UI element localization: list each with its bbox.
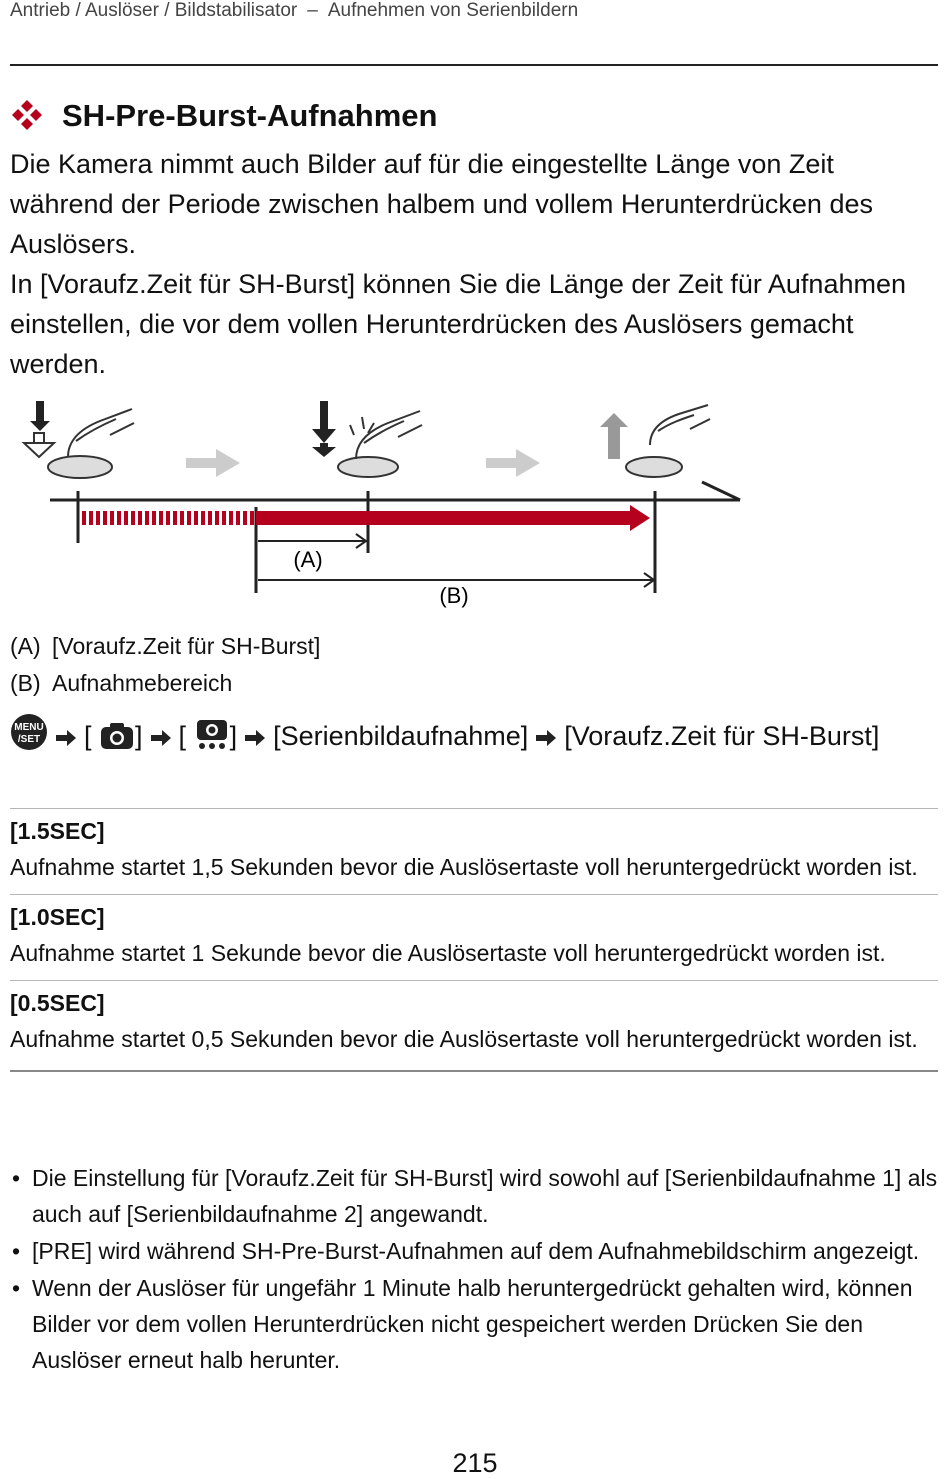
note-text: [PRE] wird während SH-Pre-Burst-Aufnahmen auf dem Aufnahmebildschirm angezeigt. — [32, 1238, 920, 1264]
legend-key: (B) — [10, 670, 41, 696]
note-item — [10, 1270, 938, 1378]
range-a-label: (A) — [293, 547, 323, 572]
menu-item-serienbildaufnahme[interactable]: [Serienbildaufnahme] — [273, 721, 529, 751]
option-row — [10, 894, 938, 980]
bullet-icon: • — [12, 1165, 21, 1191]
right-arrow-icon — [486, 449, 540, 477]
arrow-right-icon — [54, 728, 78, 748]
option-description: Aufnahme startet 1 Sekunde bevor die Auslösertaste voll heruntergedrückt worden ist. — [10, 940, 886, 966]
menu-set-icon[interactable] — [10, 713, 48, 751]
legend-item — [10, 628, 320, 665]
page-number: 215 — [452, 1448, 498, 1478]
bracket-close: ] — [229, 721, 238, 751]
range-b-label: (B) — [439, 583, 469, 608]
header-divider — [10, 64, 938, 66]
right-arrow-icon — [186, 449, 240, 477]
release-finger-icon — [600, 405, 710, 477]
timeline — [50, 482, 740, 593]
menu-item-voraufz-zeit[interactable]: [Voraufz.Zeit für SH-Burst] — [564, 721, 880, 751]
option-row — [10, 808, 938, 894]
recording-band — [82, 505, 650, 531]
arrow-right-icon — [534, 728, 558, 748]
full-press-finger-icon — [312, 401, 422, 477]
option-description: Aufnahme startet 1,5 Sekunden bevor die Auslösertaste voll heruntergedrückt worden ist. — [10, 854, 918, 880]
arrow-right-icon — [243, 728, 267, 748]
option-list-divider — [10, 1070, 938, 1072]
note-text: Wenn der Auslöser für ungefähr 1 Minute halb heruntergedrückt gehalten wird, können Bilder vor dem vollen Herunterdrücken nicht gespeichert werden Drücken Sie den Auslöser erneut halb herunter. — [32, 1275, 913, 1373]
legend-item — [10, 665, 320, 702]
svg-text:/SET: /SET — [17, 734, 41, 745]
legend-text: Aufnahmebereich — [52, 670, 233, 696]
legend-text: [Voraufz.Zeit für SH-Burst] — [52, 633, 321, 659]
option-name: [1.0SEC] — [10, 904, 105, 930]
notes-list — [10, 1160, 938, 1379]
breadcrumb-current[interactable]: Aufnehmen von Serienbildern — [327, 0, 579, 21]
breadcrumb-separator: – — [307, 0, 318, 21]
diagram-legend — [10, 628, 320, 702]
note-item — [10, 1233, 938, 1269]
option-list — [10, 808, 938, 1072]
intro-paragraph: Die Kamera nimmt auch Bilder auf für die eingestellte Länge von Zeit während der Periode zwischen halbem und vollem Herunterdrücken des Auslösers. — [10, 149, 873, 259]
svg-text:MENU: MENU — [14, 722, 44, 733]
section-title-text: SH-Pre-Burst-Aufnahmen — [62, 98, 438, 133]
option-row — [10, 980, 938, 1066]
range-a-bracket — [258, 534, 366, 548]
diamond-bullet-icon — [10, 98, 44, 132]
half-press-finger-icon — [24, 401, 134, 478]
option-name: [0.5SEC] — [10, 990, 105, 1016]
menu-path — [10, 713, 940, 756]
breadcrumb — [10, 0, 578, 22]
bullet-icon: • — [12, 1238, 21, 1264]
drive-menu-icon[interactable] — [194, 717, 230, 751]
option-description: Aufnahme startet 0,5 Sekunden bevor die Auslösertaste voll heruntergedrückt worden ist. — [10, 1026, 918, 1052]
option-name: [1.5SEC] — [10, 818, 105, 844]
bracket-open: [ — [84, 721, 92, 751]
bracket-close: ] — [135, 721, 143, 751]
bracket-open: [ — [178, 721, 187, 751]
bullet-icon: • — [12, 1275, 21, 1301]
legend-key: (A) — [10, 633, 41, 659]
pre-burst-diagram — [10, 395, 750, 610]
intro-text — [10, 144, 940, 384]
note-text: Die Einstellung für [Voraufz.Zeit für SH-Burst] wird sowohl auf [Serienbildaufnahme 1] als auch auf [Serienbildaufnahme 2] angewandt. — [32, 1165, 938, 1227]
section-title — [10, 98, 437, 134]
intro-paragraph: In [Voraufz.Zeit für SH-Burst] können Sie die Länge der Zeit für Aufnahmen einstellen, die vor dem vollen Herunterdrücken des Auslösers gemacht werden. — [10, 269, 906, 379]
note-item — [10, 1160, 938, 1232]
breadcrumb-path[interactable]: Antrieb / Auslöser / Bildstabilisator — [10, 0, 298, 21]
arrow-right-icon — [149, 728, 173, 748]
camera-icon[interactable] — [99, 721, 135, 751]
